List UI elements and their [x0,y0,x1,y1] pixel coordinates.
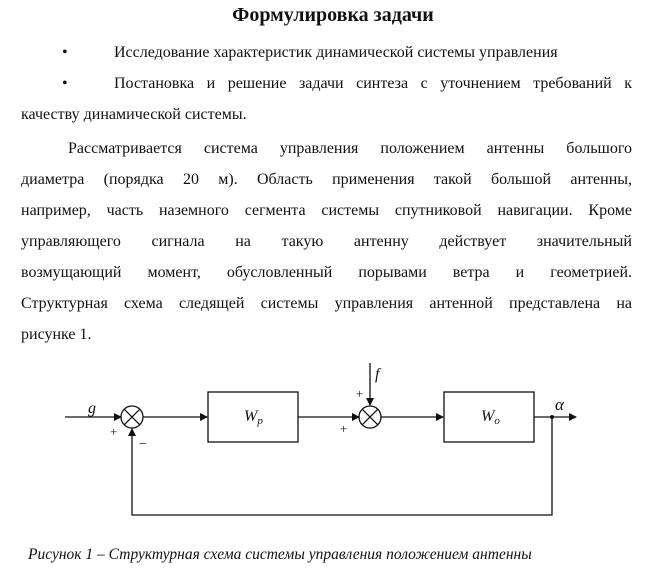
minus-sign: − [139,437,147,452]
page-title: Формулировка задачи [232,4,434,26]
plus-sign: + [110,424,118,439]
bullet-item-2-continuation: качеству динамической системы. [21,106,247,123]
block-wp-label: Wр [244,408,263,427]
summing-junction-2 [359,406,381,428]
branch-point [550,415,554,419]
plus-sign: + [340,421,348,436]
block-wo-label: Wо [481,408,500,427]
paragraph-line-7: рисунке 1. [21,326,92,343]
paragraph-line-4: управляющего сигнала на такую антенну действует значительный [21,233,632,250]
paragraph-line-3: например, часть наземного сегмента системы спутниковой навигации. Кроме [21,202,632,219]
bullet-item-2: Постановка и решение задачи синтеза с уточнением требований к [114,75,632,92]
bullet-marker: • [62,44,68,61]
paragraph-line-6: Структурная схема следящей системы управления антенной представлена на [21,295,632,312]
summing-junction-1 [121,406,143,428]
plus-sign: + [356,386,364,401]
disturbance-label: f [375,366,380,383]
paragraph-line-2: диаметра (порядка 20 м). Область применения такой большой антенны, [21,171,632,188]
bullet-marker: • [62,75,68,92]
paragraph-line-5: возмущающий момент, обусловленный порывами ветра и геометрией. [21,264,632,281]
bullet-item-1: Исследование характеристик динамической системы управления [114,44,558,61]
input-label: g [88,400,96,417]
block-diagram [0,355,666,535]
paragraph-line-1: Рассматривается система управления положением антенны большого [68,140,632,157]
figure-caption: Рисунок 1 – Структурная схема системы управления положением антенны [28,546,532,563]
output-label: α [555,395,564,414]
